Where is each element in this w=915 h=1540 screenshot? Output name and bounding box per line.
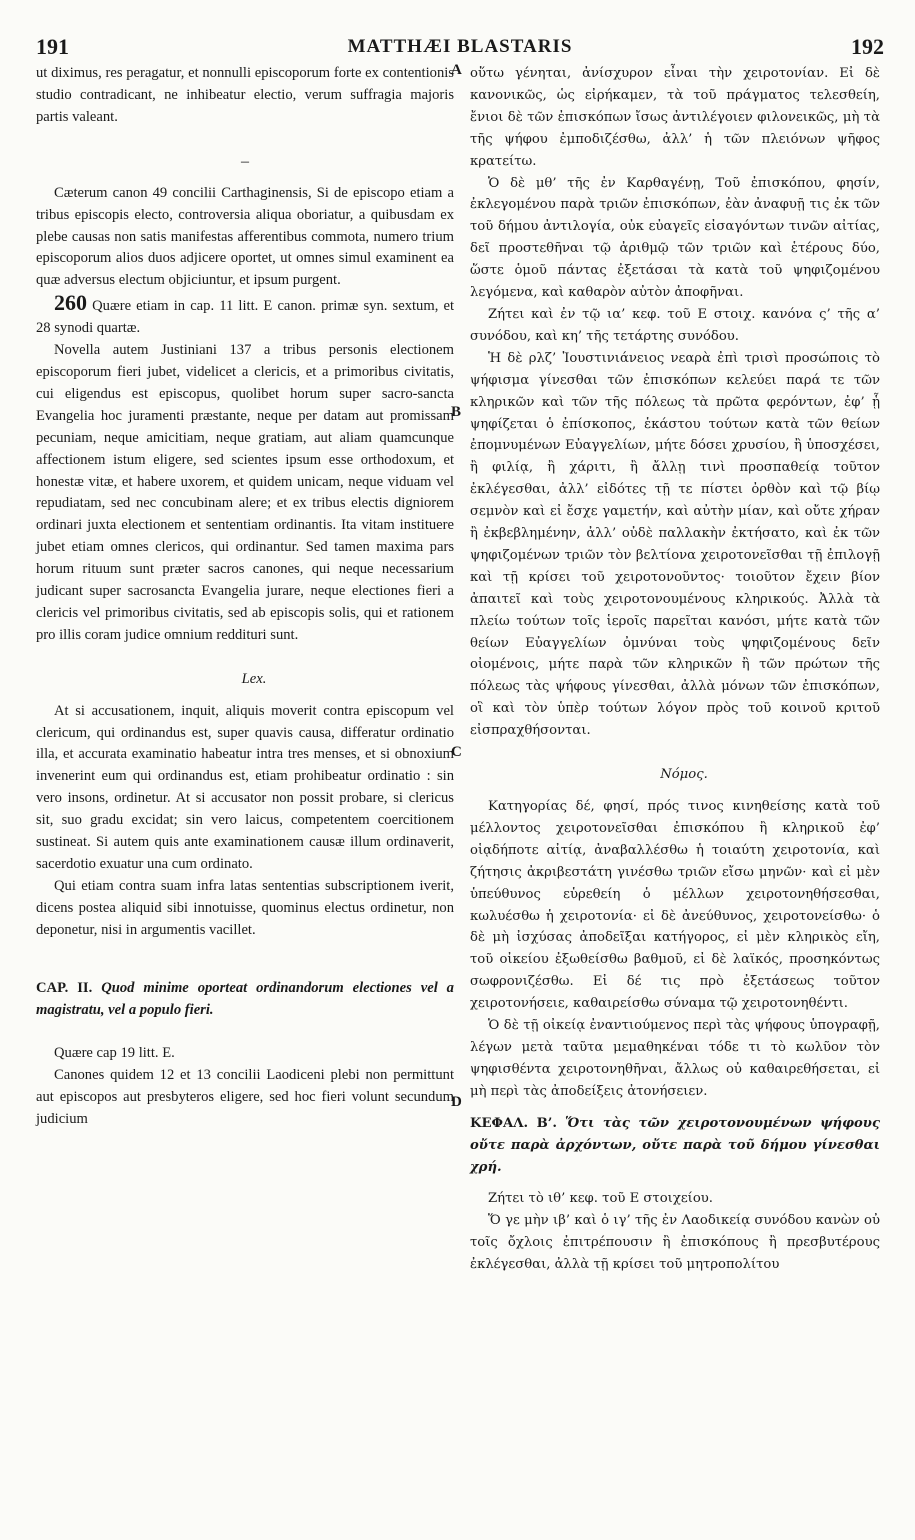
section-ornament: ‒ bbox=[241, 152, 249, 170]
latin-paragraph: Novella autem Justiniani 137 a tribus personis electionem episcoporum fieri jubet, videlicet a clericis, et a primoribus civitatis, cui eligendus est episcopus, quolibet horum super sacro-sancta Evangelia hoc juramenti præstante, neque per datam aut promissam pecuniam, neque amicitiam, neque gratiam, aut aliam quamcunque affectionem istum eligere, sed scientes ipsum esse orthodoxum, et honestæ vitæ, et habere uxorem, et quidem unicam, neque viduam vel repudiatam, sed nec concubinam alere; et ex tribus electis digniorem ordinari juxta electionem et sententiam ordinantis. Ita vitam instituere jubet etiam omnes clericos, qui ordinantur. Sed tamen maxima pars horum rituum sunt præter sacros canones, qui neque necessarium judicant super sacrosancta Evangelia jurare, neque electiones fieri a clericis vel primoribus civitatis, sed ab episcopis solis, qui et rationem pro illis coram judice omnium reddituri sunt. bbox=[36, 342, 454, 643]
running-title: MATTHÆI BLASTARIS bbox=[347, 36, 573, 57]
greek-paragraph: Ζήτει καὶ ἐν τῷ ια’ κεφ. τοῦ Ε στοιχ. κανόνα ς’ τῆς α’ συνόδου, καὶ κη’ τῆς τετάρτης συνόδου. bbox=[470, 306, 880, 344]
greek-paragraph: οὕτω γένηται, ἀνίσχυρον εἶναι τὴν χειροτονίαν. Εἰ δὲ κανονικῶς, ὡς εἰρήκαμεν, τὰ τοῦ πράγματος τελεσθείη, ἔνιοι δὲ τῶν ἐπισκόπων ἴσως ἀντιλέγοιεν φιλονεικῶς, μὴ τὰ τῆς ψήφου ἐμποδιζέσθω, ἀλλ’ ἡ τῶν πλειόνων ψῆφος κρατείτω. bbox=[470, 66, 880, 169]
greek-paragraph: Ὁ δὲ τῇ οἰκείᾳ ἐναντιούμενος περὶ τὰς ψήφους ὑπογραφῇ, λέγων μετὰ ταῦτα μεμαθηκέναι τόδε τι τὸ κωλῦον τὸν ψηφισθέντα χειροτονηθῆναι, ἄλλως οὐ καθαιρεθήσεται, εἰ μὴ περὶ τὰς ἀποδείξεις ἀτονήσειεν. bbox=[470, 1018, 880, 1099]
margin-marker-b: B bbox=[451, 404, 462, 420]
chapter-heading-greek bbox=[470, 1113, 880, 1179]
lex-heading: Lex. bbox=[241, 670, 267, 687]
latin-paragraph: Canones quidem 12 et 13 concilii Laodiceni plebi non permittunt aut episcopos aut presbyteros eligere, sed hoc fieri volunt secundum judicium bbox=[36, 1067, 454, 1128]
page-number-left: 191 bbox=[36, 34, 69, 59]
chapter-label-greek: ΚΕΦΑΛ. Β’. bbox=[470, 1115, 557, 1131]
section-number: 260 bbox=[54, 290, 87, 316]
latin-paragraph: Quære cap 19 litt. E. bbox=[54, 1045, 175, 1062]
latin-paragraph: At si accusationem, inquit, aliquis moverit contra episcopum vel clericum, qui ordinandus est, super quavis causa, differatur ordinatio illa, et accurata examinatio habeatur intra tres menses, et si obnoxium invenerint eum qui ordinandus est, etiam prohibeatur ordinatio : sin vero insons, ordinetur. At si accusator non possit probare, si clericus sit, suo gradu excidat; sin vero laicus, competentem coercitionem sustineat. Si autem quis ante examinationem causæ illum ordinaverit, sacerdotio exuatur una cum ordinato. bbox=[36, 702, 454, 872]
chapter-heading bbox=[36, 978, 454, 1022]
latin-text: Quære etiam in cap. 11 litt. E canon. primæ syn. sextum, et 28 synodi quartæ. bbox=[36, 298, 455, 337]
latin-paragraph-numbered bbox=[36, 292, 454, 340]
greek-paragraph: Κατηγορίας δέ, φησί, πρός τινος κινηθείσης κατὰ τοῦ μέλλοντος χειροτονεῖσθαι ἐπισκόπου ἢ κληρικοῦ ἐφ’ οἱᾳδήποτε αἰτίᾳ, ἀναβαλλέσθω ἡ τοιαύτη χειροτονία, καὶ ζήτησις ἀκριβεστάτη γινέσθω τριῶν εἴσω μηνῶν· καὶ εἰ μὲν ὑπεύθυνος εὑρεθείη ὁ μέλλων χειροτονηθήσεσθαι, κωλυέσθω ἡ χειροτονία· εἰ δὲ ἀνεύθυνος, χειροτονείσθω· ὁ δὲ μὴ ἰσχύσας ἀποδεῖξαι κατήγορος, εἰ μὲν κληρικὸς εἴη, τοῦ οἰκείου ἐξωθείσθω βαθμοῦ, εἰ δὲ λαϊκός, προσηκόντως σωφρονιζέσθω. Εἰ δέ τις πρὸ ἐξετάσεως τοῦτον χειροτονήσειε, καθαιρείσθω σύναμα τῷ χειροτονηθέντι. bbox=[470, 799, 880, 1012]
margin-marker-a: A bbox=[451, 62, 462, 78]
greek-paragraph: Ἡ δὲ ρλζ’ Ἰουστινιάνειος νεαρὰ ἐπὶ τρισὶ προσώποις τὸ ψήφισμα γίνεσθαι τῶν ἐπισκόπων κελεύει παρά τε τῶν κληρικῶν καὶ τῶν τῆς πόλεως τὰ πρῶτα φερόντων, ἐφ’ ᾗ ψηφίζεται ὁ ἐπίσκοπος, ἑκάστου τούτων κατὰ τῶν θείων ἐπομνυμένων Εὐαγγελίων, μήτε δόσει χρυσίου, ἢ ὑποσχέσει, ἢ φιλίᾳ, ἢ χάριτι, ἢ ἄλλῃ τινὶ προσπαθείᾳ τοῦτον ἐκλέγεσθαι, ἀλλ’ εἰδότες τῇ τε πίστει ὀρθὸν καὶ τῷ βίῳ σεμνὸν καὶ εἰ ἔσχε γαμετήν, καὶ αὐτὴν μίαν, καὶ οὔτε χήραν ἢ ἐκβεβλημένην, ἀλλ’ οὐδὲ παλλακὴν ἐκτήσατο, καὶ ἐκ τῶν ψηφιζομένων τριῶν τὸν βελτίονα χειροτονεῖσθαι τῇ ἐπιλογῇ καὶ τῇ κρίσει τοῦ χειροτονοῦντος· τοιοῦτον ἔχειν βίον ἀπαιτεῖ καὶ τοὺς χειροτονουμένους κληρικούς. Ἀλλὰ τὰ πλείω τούτων τοῖς ἱεροῖς παρεῖται κανόσι, μήτε κατὰ τῶν θείων Εὐαγγελίων ὀμνύναι τοὺς ψηφιζομένους δεῖν οἰομένοις, μήτε παρὰ τῶν κληρικῶν ἢ τῶν πρώτων τῆς πόλεως τὰς ψήφους γίνεσθαι, ἀλλὰ μόνων τῶν ἐπισκόπων, οἳ καὶ τὸν ὑπὲρ τούτων λόγον πρὸς τοῦ κοινοῦ κριτοῦ εἰσπραχθήσονται. bbox=[470, 350, 880, 739]
margin-marker-d: D bbox=[451, 1094, 462, 1110]
nomos-heading: Νόμος. bbox=[660, 767, 708, 783]
latin-paragraph: ut diximus, res peragatur, et nonnulli episcoporum forte ex contentionis studio contradicant, ne inhibeatur electio, verum suffragia majoris partis valeant. bbox=[36, 65, 454, 125]
greek-column bbox=[470, 63, 880, 1276]
latin-paragraph: Cæterum canon 49 concilii Carthaginensis, Si de episcopo etiam a tribus episcopis electo, controversia aliqua oboriatur, a quibusdam ex plebe causas non satis manifestas afferentibus commota, numero trium episcoporum alios duos adjicere oportet, ut omnes simul examinent ea quæ adversus electum objiciuntur, et ipsum purgent. bbox=[36, 184, 454, 289]
margin-markers bbox=[451, 0, 471, 1540]
chapter-title: Quod minime oporteat ordinandorum electiones vel a magistratu, vel a populo fieri. bbox=[36, 979, 454, 1018]
chapter-label: CAP. II. bbox=[36, 979, 93, 996]
latin-column bbox=[36, 63, 454, 1131]
greek-paragraph: Ὁ δὲ μθ’ τῆς ἐν Καρθαγένῃ, Τοῦ ἐπισκόπου, φησίν, ἐκλεγομένου παρὰ τριῶν ἐπισκόπων, ἐὰν ἀναφυῇ τις ἐκ τῶν τοῦ δήμου ἀντιλογία, οὐκ εὐαγεῖς εἰσαγόντων τινῶν αἰτίας, δεῖ προστεθῆναι τῷ ἀριθμῷ τῶν τριῶν καὶ ἑτέρους δύο, ὥστε ὁμοῦ πάντας ἐξετάσαι τὰ κατὰ τοῦ ψηφιζομένου λεγόμενα, καὶ καθαρὸν αὐτὸν ἀποφῆναι. bbox=[470, 175, 880, 301]
greek-paragraph: Ζήτει τὸ ιθ’ κεφ. τοῦ Ε στοιχείου. bbox=[488, 1191, 713, 1207]
latin-paragraph: Qui etiam contra suam infra latas sententias subscriptionem iverit, dicens postea aliquid sibi innotuisse, quominus electus ordinetur, non deponetur, nisi in argumentis vacillet. bbox=[36, 877, 454, 938]
greek-paragraph: Ὅ γε μὴν ιβ’ καὶ ὁ ιγ’ τῆς ἐν Λαοδικείᾳ συνόδου κανὼν οὐ τοῖς ὄχλοις ἐπιτρέπουσιν ἢ ἐπισκόπους ἢ πρεσβυτέρους ἐκλέγεσθαι, ἀλλὰ τῇ κρίσει τοῦ μητροπολίτου bbox=[470, 1213, 880, 1273]
margin-marker-c: C bbox=[451, 744, 462, 760]
page-number-right: 192 bbox=[851, 34, 884, 59]
chapter-title-greek: Ὅτι τὰς τῶν χειροτονουμένων ψήφους οὔτε παρὰ ἀρχόντων, οὔτε παρὰ τοῦ δήμου γίνεσθαι χρή. bbox=[470, 1115, 880, 1175]
